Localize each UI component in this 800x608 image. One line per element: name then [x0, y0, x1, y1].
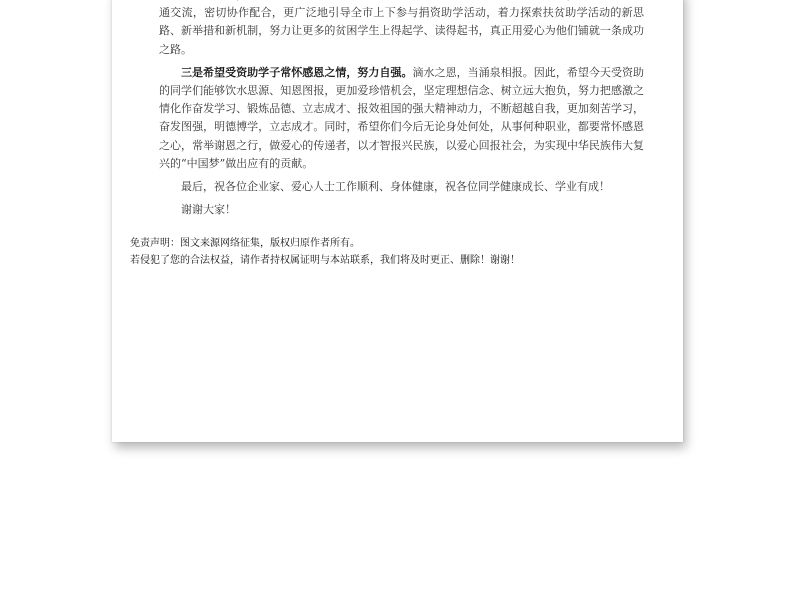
paragraph-2-lead: 三是希望受资助学子常怀感恩之情，努力自强。 — [181, 65, 413, 79]
disclaimer — [130, 235, 670, 269]
paragraph-thanks — [159, 201, 644, 219]
paragraph-1 — [159, 0, 644, 59]
thanks-text: 谢谢大家！ — [181, 203, 236, 217]
paragraph-closing — [159, 178, 644, 196]
paragraph-2-text: 滴水之恩，当涌泉相报。因此，希望今天受资助的同学们能够饮水思源、知恩图报，更加爱珍惜机会，坚定理想信念、树立远大抱负，努力把感激之情化作奋发学习、锻炼品德、立志成才、报效祖国的强大精神动力，不断超越自我，更加刻苦学习，奋发图强，明德博学，立志成才。同时，希望你们今后无论身处何处，从事何种职业，都要常怀感恩之心，常举谢恩之行，做爱心的传递者，以才智报兴民族，以爱心回报社会，为实现中华民族伟大复兴的“中国梦”做出应有的贡献。 — [159, 65, 645, 170]
document-page — [112, 0, 683, 442]
closing-text: 最后，祝各位企业家、爱心人士工作顺利、身体健康，祝各位同学健康成长、学业有成！ — [181, 180, 610, 194]
paragraph-2 — [159, 64, 644, 173]
document-body — [159, 0, 644, 219]
disclaimer-line-2: 若侵犯了您的合法权益，请作者持权属证明与本站联系，我们将及时更正、删除！谢谢！ — [130, 255, 520, 266]
paragraph-1-text: 通交流，密切协作配合，更广泛地引导全市上下参与捐资助学活动，着力探索扶贫助学活动的新思路、新举措和新机制，努力让更多的贫困学生上得起学、读得起书，真正用爱心为他们铺就一条成功之路。 — [159, 6, 644, 56]
disclaimer-line-1: 免责声明：图文来源网络征集，版权归原作者所有。 — [130, 238, 360, 249]
